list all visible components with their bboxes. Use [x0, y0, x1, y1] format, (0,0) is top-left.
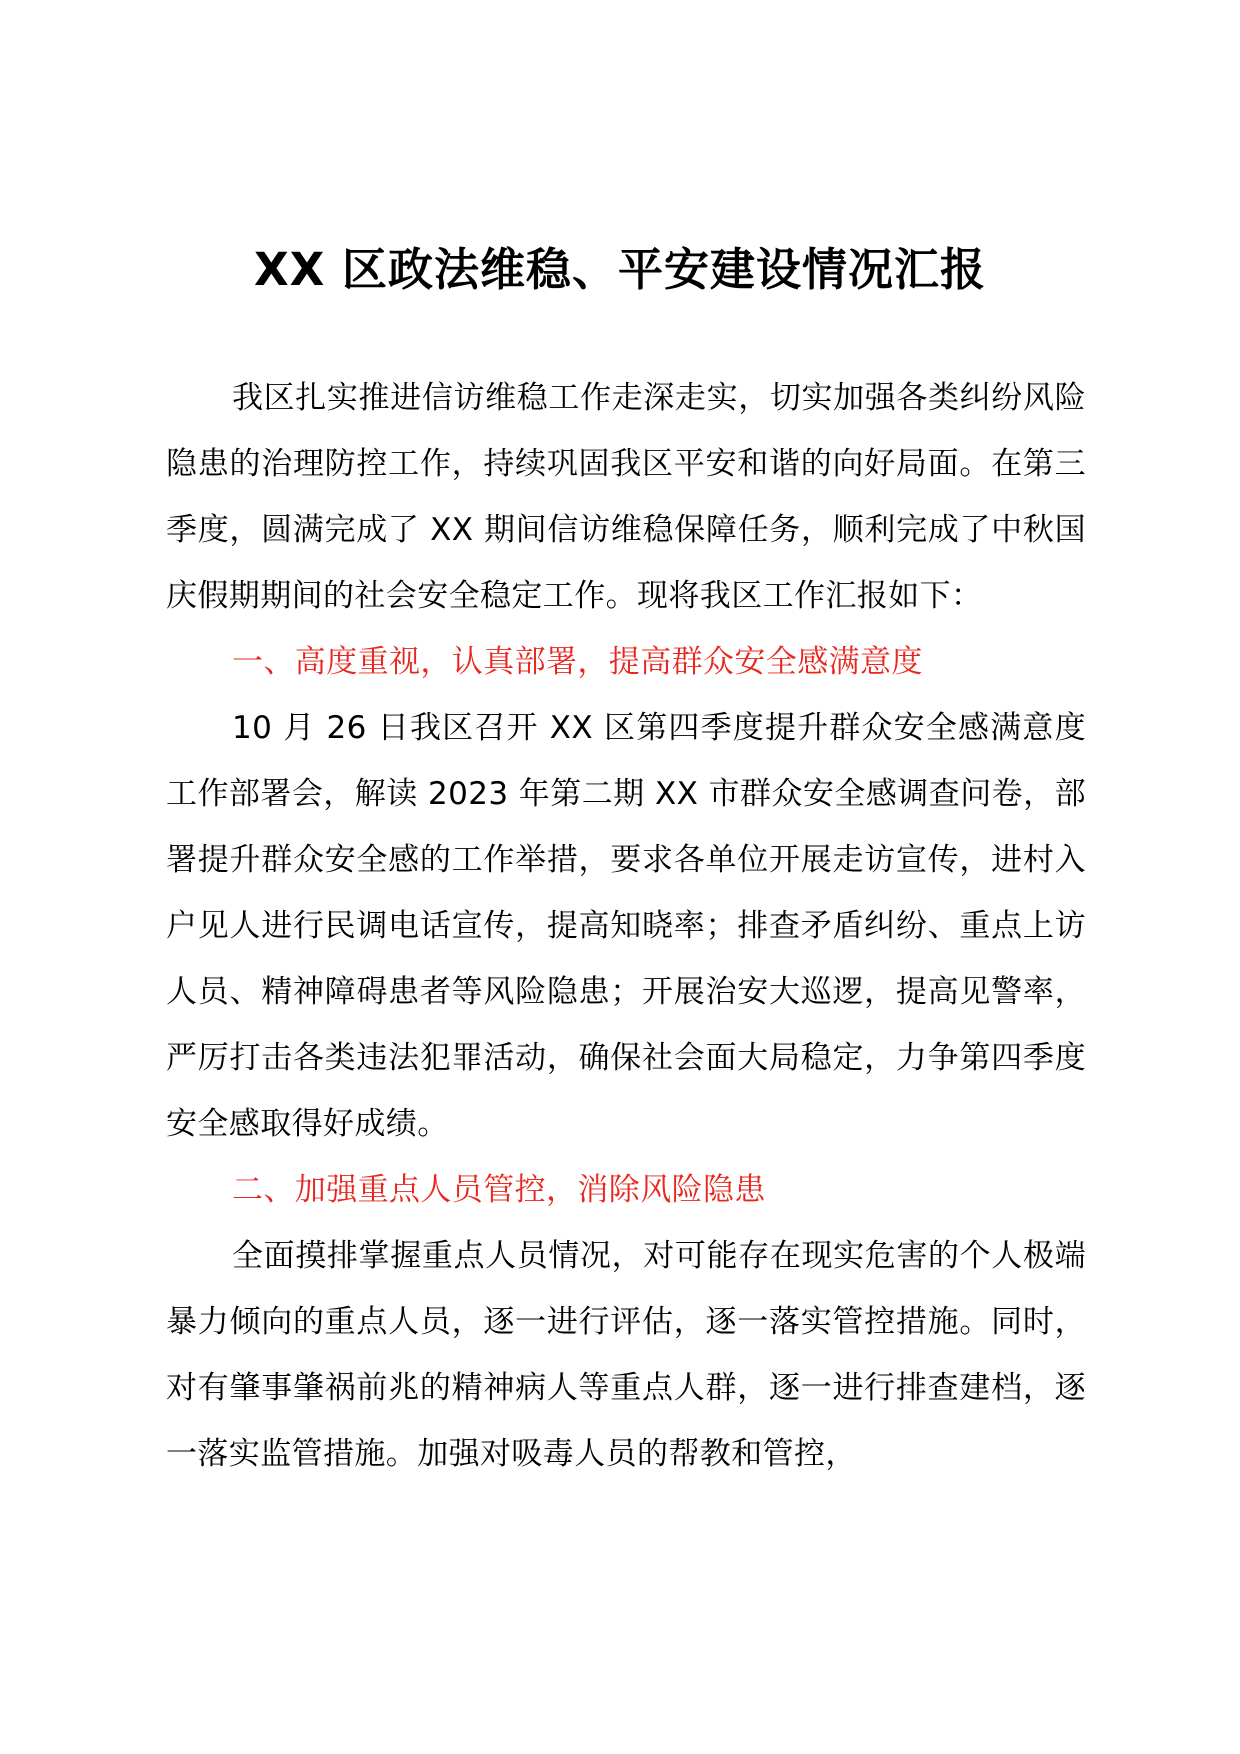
- section-2-paragraph: 全面摸排掌握重点人员情况，对可能存在现实危害的个人极端暴力倾向的重点人员，逐一进行评估，逐一落实管控措施。同时，对有肇事肇祸前兆的精神病人等重点人群，逐一进行排查建档，逐一落实监管措施。加强对吸毒人员的帮教和管控，: [166, 1238, 1086, 1472]
- section-1-paragraph: 10 月 26 日我区召开 XX 区第四季度提升群众安全感满意度工作部署会，解读 2023 年第二期 XX 市群众安全感调查问卷，部署提升群众安全感的工作举措，要求各单位开展走访宣传，进村入户见人进行民调电话宣传，提高知晓率；排查矛盾纠纷、重点上访人员、精神障碍患者等风险隐患；开展治安大巡逻，提高见警率，严厉打击各类违法犯罪活动，确保社会面大局稳定，力争第四季度安全感取得好成绩。: [166, 710, 1086, 1142]
- section-heading-2: 二、加强重点人员管控，消除风险隐患: [232, 1172, 766, 1208]
- document-body: [166, 365, 1086, 1487]
- document-title: XX 区政法维稳、平安建设情况汇报: [253, 243, 987, 296]
- intro-paragraph: 我区扎实推进信访维稳工作走深走实，切实加强各类纠纷风险隐患的治理防控工作，持续巩固我区平安和谐的向好局面。在第三季度，圆满完成了 XX 期间信访维稳保障任务，顺利完成了中秋国庆假期期间的社会安全稳定工作。现将我区工作汇报如下：: [166, 380, 1086, 614]
- section-heading-1: 一、高度重视，认真部署，提高群众安全感满意度: [232, 644, 923, 680]
